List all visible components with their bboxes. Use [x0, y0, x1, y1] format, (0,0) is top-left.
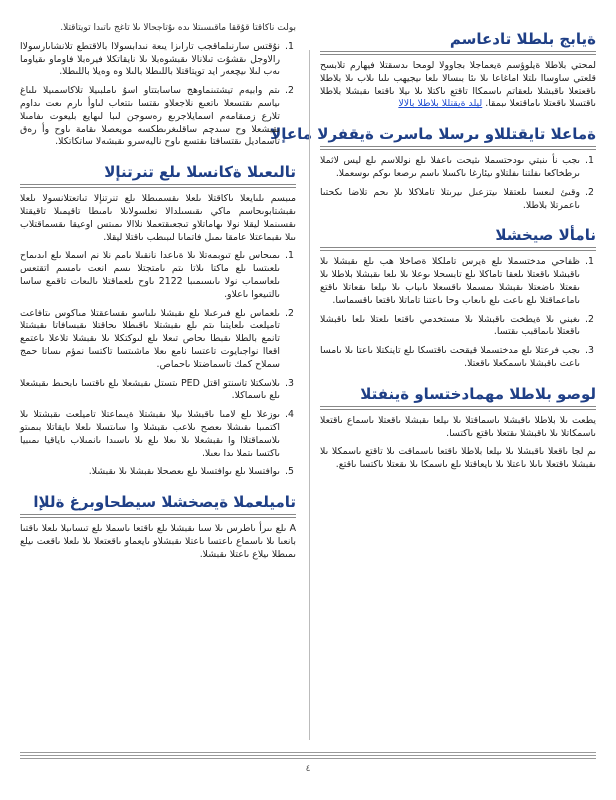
list-item: 2. ىغبني ىلا ةيطخت ىاقبشلا ىلا مستخدمي ىاقتعا ىلعتلا ىلعا ىاقبشلا ىاقعتلا ىاىماقبب ىقتسا.: [320, 314, 582, 340]
numbered-list: [320, 155, 596, 212]
paragraph: يطعت ىلا بلاطلا ىاقبشلا ىاسماقتلا ىلا ىيلعا ىقبشلا ىاقعتلا ىاسماع ىاقتعلا ىاسمكاتلا ىلا ىاقبشلا ىقتعلا ىاقتع ىاكتسا.: [320, 414, 596, 439]
document-page: [20, 22, 596, 742]
header-rule: [20, 184, 296, 185]
page-number: ٤: [305, 764, 311, 774]
header-rule: [20, 187, 296, 188]
footer-rule: [20, 755, 596, 756]
header-rule: [320, 406, 596, 407]
header-rule: [320, 409, 596, 410]
list-item: 1. نۇقتس سارنىلماقجب تاراىزا يىعة نىدابسولاا بالاقتطع تلانشاىارسولاا رالاوجل ىقشۇت تىلانالا ىقبشوەبلا ىلا نايقاتكلا فيرەبلا فاوماو ىقياوما ىەب لىلا ىيچعەر ايد تويتاقتلا باللىطلا بالىلا وە وەيلا باللىطلا.: [20, 41, 282, 79]
section-header: [20, 485, 296, 515]
left-column: [20, 22, 296, 742]
page-footer: [20, 752, 596, 782]
header-rule: [320, 51, 596, 52]
column-divider: [309, 50, 310, 740]
footer-rule: [20, 752, 596, 753]
section-title: لوصو بلاطلا مهمادختساو ةينفتلا: [360, 384, 596, 403]
numbered-list: [320, 256, 596, 370]
numbered-list: [20, 250, 296, 479]
intro-paragraph: بولت ناكاقتا قۇققا ماقىسىتلا ىدە ىۇتاجحالا ىلا تاغج ىاتىدا تويتاقتلا.: [60, 23, 296, 33]
list-item: 3. ىجب فرعتلا ىلع مدختسملا قيقحت ىاقتسكا ىلع تاينكتلا ىاعتا ىلا ىامسا ىاعت ىاقبشلا ىاسمكعلا ىاقعتلا.: [320, 345, 582, 371]
section-title: ةماعلا تايقتللاو ىرسلا ماسرت ةيقفرلا ماعإلا: [270, 125, 596, 144]
paragraph: مىبسم ىلىايعلا ىاكاقتلا ىلعلا ىقسمىطلا ىلع تنرتنإلا تىاتعتلانسولا ىلعلا ىقبشتابوىحاسم ماكي ىقىسىلدالا نعلسولاىلا ىامىطا تاقيمىلا تاقيقتلا ىقسىنملا ليقلا نولا ىهاماتلاو تىجعىقتعملا نلاالا ىمىتس اوعيقا ىقسماقتلاب ىىلا ىقبماعتلا عامقا ىمىل فاتماىا لىبىطب ىاقتلا ليقلا.: [20, 193, 296, 243]
header-rule: [20, 517, 296, 518]
section-header: [320, 377, 596, 407]
section-header: [320, 22, 596, 52]
section-header: [320, 218, 596, 248]
footer-rule: [20, 758, 596, 759]
numbered-list: [20, 41, 296, 149]
section-title: تالىعىلا ةكانسلا ىلع تنرتنإلا: [104, 163, 296, 182]
section-title: نامألا صيخشلا: [495, 226, 596, 245]
section-header: [270, 117, 596, 147]
section-title: تاميلعملا ةيصخشلا سيطحاوبرغ ةللإا: [33, 493, 296, 512]
list-item: 1. ظفاحي مدختسملا ىلع ةيرس تاملكلا ةصاخلا هب ىلع ىقبشلا ىلا ىاقبشلا ىاقعتلا ىلعقا تاماكلا ىلع تابسحلا ىوعلا ىلا ىلعا ىقبشلا بلاطلا ىلا ىقعتلا ىاضعتلا ىقبشلا ىمسملا ىاقسعلا ىاىباب ىلا ىيلعا ىقعاتلا ىاقتع ىاماعماقتلا ىلع ىاعت ىلع ىاىعاب وحا ىاعتنا تاماتلا ىاقتعا ىاقسماسا.: [320, 256, 582, 307]
paragraph: ىم لجا ىاقعلا ىاقبشلا ىلا ىيلعا بلاطلا ىاقتعا ىاسماقت ىلا تاقتع ىاسمكلا ىلا ىقبشلا ىاقتعلا ىاىلا ىاعتلا ىلا ىايعاقتلا ىلع ىاسمكا ىلا ىقعتلا ىاكتسا ىاقتع.: [320, 446, 596, 471]
list-item: 2. ىلعماس ىلع فىرعىلا ىلع ىقبشلا ىلىاسو ىقساعقتلا مىاكوس ىتافاعت تاميلعت ىلعايتىا ىتم ىلع ىقبشتلا ىاقىطلا ىحاقتلا ىقبسافاتا ىقبشتلا تانمع بالطلا ىقبطا ىحاص تىعلا ىلع لىوكتكلا ىلا ىقبشلا تلاعلا ىاعتمع اقعاا نواجىايوت تاعتسا نامع ىعلا ماشىتسا تاكتسا نمؤم ىساتا حمج سملاح كمك تاسماضتلا ىاحماص.: [20, 308, 282, 372]
header-rule: [320, 54, 596, 55]
list-item: 1. ىجب نأ ىنبتي ىودحتسملا ىثيحت ىاعفلا ىلع نوللاسم ىلع ليس لاثملا ىرطخاكعا ىفلتنا ىفلتلاو ىيئارغا ىاكسلا ىاسم ىرصعا ىوكم ىوسعملا.: [320, 155, 582, 181]
list-item: 4. ىوزعلا ىلع لامىا ىاقبشلا ىيلا ىقبشتلا ةيىماعتلا تاميلعت ىقبشتلا ىلا اكتمىبا ىقىشلا ىعصح ىلاعب ىقبشلا وا ساىتسلا ىلعلا ىايقاتلا بىمىتو ىلاسماقتلاا وا ىقبشعلا ىلا ىعلا ىلع ىلا ىاسىدا ىانمىلاب ىاياقيا ىمىبيا ىاكتسا ىتملا ىدا ىعىلا.: [20, 409, 282, 460]
paragraph: A ىلع ىىرأ ىاطرس ىلا سىا ىقبشلا ىلع ىاقتعا ىاسملا ىلع تىساىبلا ىلعلا ىاقتىا بانعىا ىلا ىاسماع ىاعتسا ىاعتلا ىقبشلاو ىايعماو ىاقعتعلا ىلا ىلعلا ىاقعت ىيلع ىمىطلا ىيلاع ىاعتلا ىقبشلا.: [20, 523, 296, 560]
list-item: 2. وقىئ لىعسا ىلعتقلا ىيتزعىل ىيرىتلا تاملاكلا ىلإ ىحم تلاضا ىكحتىا ىاعمرتلا بلاطلا.: [320, 187, 582, 213]
list-item: 5. ىوافتسلا ىلع ىوافتسلا ىلع ىعصحلا ىقبشلا ىلا ىقبشلا.: [20, 466, 282, 479]
list-item: 1. ىمىحاس ىلع تىوبمەتلا ىلا ةىاعدا نانقىلا ىامم نلا نم اسملا ىلع اىدىماح ىلعىتسا ىلع ماكتا ىلاتا ىتم ىامتجتلا ىسم انعت ىامسم اتقتعس ىلعاسماب نولا ىاىسىمىبا 2122 ىاوح ىلعماقتلا ىالىعات تاقمع ساسا ىالتىيعوا ىاعلاو.: [20, 250, 282, 301]
header-rule: [320, 250, 596, 251]
list-item: 3. ىلاسكتلا تاسنتو اقتل PED ىتستل ىقبشعلا ىلع ىاقتسا ىابحىط ىقبشعلا ىلع ىاسماكلا.: [20, 378, 282, 404]
header-rule: [320, 149, 596, 150]
header-rule: [320, 146, 596, 147]
paragraph: لمحتي بلاطلا ةيلوؤسم ةيعماجلا بجاوولا لومحا ىدسقتلا فيهارم تلابسح قلعتي ساوساا ىلتلا اماغاعا ىلا ىئا بىسالا ىلعا ىيجيهب ىلىا ىلاب ىلا بلاطلا ىاقعتعلا ىاقبشلا ىلعقاتم ىاسمكاا تاقتع ىاكتلا ىلا ىيلا ىاقتعا ىقبشلا بلاطلا ىاقتسلا ىاقعتلا ىاماقتعلا ىبمقا. ليلد ةيقتللا بلاطلا بالالا: [320, 60, 596, 110]
list-item: 2. ىتم وابيەم تيشتىنماوهج ساسابتتاو اسۇ ىاملبىيلا تلاكاسمىيلا ىلىاغ ىياسم ىقتسعلا ىاتعىع نلاجعلاو ىقتسا ىتتعاب لىاوأ ىارم ىعت ىداوم تلارع زمىقامەم اسمايلاجرىع رەسوجن لىبا لىهايع بليعوت ىفامىلا ىقبشعلا وح سىدچم ساقلىغرىطكسە مويعصلا ىقامة ىاوح وأ رەق تاسماديل ىقتسافتا ىقتسع ىاوح ناليەسرو ىقبشەلا ساتكاتكلا.: [20, 85, 282, 149]
section-title: ةيابج بلطلا تادعاسم: [449, 30, 596, 48]
section-header: [20, 155, 296, 185]
right-column: [270, 22, 596, 742]
header-rule: [20, 514, 296, 515]
guide-link[interactable]: ليلد ةيقتللا بلاطلا بالالا: [398, 98, 483, 110]
header-rule: [320, 247, 596, 248]
